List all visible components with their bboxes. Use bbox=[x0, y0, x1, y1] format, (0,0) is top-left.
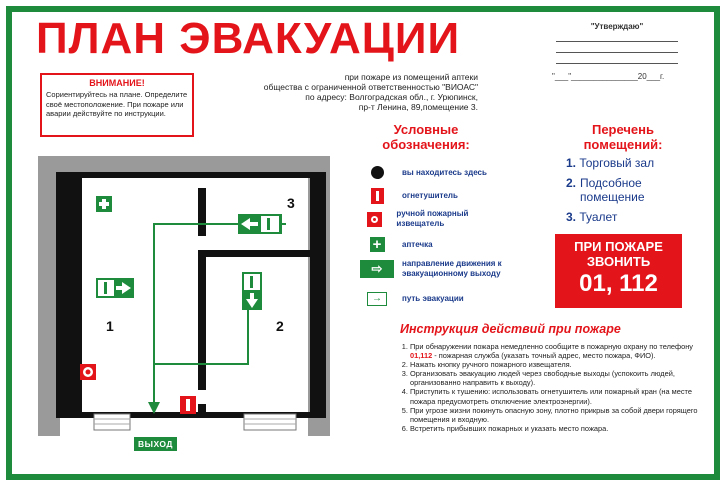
legend-item bbox=[360, 209, 470, 229]
room-item: 2. Подсобное помещение bbox=[566, 175, 645, 204]
fire-alarm-icon bbox=[80, 364, 96, 380]
page-title: ПЛАН ЭВАКУАЦИИ bbox=[36, 14, 461, 63]
partition bbox=[198, 404, 206, 412]
rooms-heading-line: Перечень bbox=[591, 122, 655, 137]
org-line: пр-т Ленина, 89,помещение 3. bbox=[358, 102, 478, 112]
rooms-heading bbox=[558, 122, 688, 152]
signature-line bbox=[556, 42, 678, 53]
warning-heading: ВНИМАНИЕ! bbox=[89, 78, 145, 88]
exit-sign-icon bbox=[242, 272, 262, 310]
instruction-item: 4. Приступить к тушению: использовать огнетушитель или пожарный кран (на месте пожара предусмотреть отключение электроэнергии). bbox=[410, 387, 710, 405]
fire-extinguisher-icon bbox=[371, 188, 384, 204]
legend-label: огнетушитель bbox=[402, 191, 458, 200]
emergency-call-box bbox=[555, 234, 682, 308]
partition bbox=[198, 188, 206, 236]
instruction-item: 3. Организовать эвакуацию людей через свободные выходы (успокоить людей, организованно направить к выходу). bbox=[410, 369, 710, 387]
org-line: при пожаре из помещений аптеки bbox=[344, 72, 478, 82]
door bbox=[94, 414, 130, 430]
first-aid-icon: + bbox=[370, 237, 385, 252]
legend-label: аптечка bbox=[402, 239, 433, 249]
exit-sign-icon bbox=[96, 278, 134, 298]
evacuation-path-icon: → bbox=[367, 292, 387, 306]
phone-number: 01,112 bbox=[410, 351, 433, 361]
legend-heading-line: обозначения: bbox=[382, 137, 470, 152]
approval-block bbox=[552, 22, 682, 81]
legend-label: направление движения к эвакуационному выходу bbox=[402, 259, 502, 278]
legend-item bbox=[360, 166, 487, 179]
window bbox=[244, 414, 296, 430]
partition bbox=[198, 250, 206, 390]
room-item: 3. Туалет bbox=[566, 209, 618, 224]
warning-text: Сориентируйтесь на плане. Определите своё местоположение. При пожаре или аварии действуйте по инструкции. bbox=[46, 90, 188, 118]
exit-sign-icon bbox=[238, 214, 282, 234]
partition bbox=[206, 250, 310, 257]
instruction-item: 2. Нажать кнопку ручного пожарного извещателя. bbox=[410, 360, 710, 369]
legend-label: вы находитесь здесь bbox=[402, 167, 487, 177]
approval-label: "Утверждаю" bbox=[590, 22, 644, 31]
instruction-item: 1. При обнаружении пожара немедленно сообщите в пожарную охрану по телефону 01,112 - пожарная служба (указать точный адрес, место пожара, ФИО). bbox=[410, 342, 710, 360]
org-line: по адресу: Волгоградская обл., г. Урюпинск, bbox=[305, 92, 478, 102]
call-line: ЗВОНИТЬ bbox=[586, 254, 651, 269]
legend-heading bbox=[376, 122, 476, 152]
legend-item bbox=[360, 237, 433, 252]
instruction-item: 5. При угрозе жизни покинуть опасную зону, плотно прикрыв за собой двери горящего помещения и входную. bbox=[410, 406, 710, 424]
organization-info bbox=[226, 72, 478, 112]
fire-extinguisher-icon bbox=[180, 396, 196, 414]
fire-alarm-icon bbox=[367, 212, 382, 227]
wall-right bbox=[310, 172, 326, 417]
room-number-3: 3 bbox=[287, 195, 295, 211]
instruction-item: 6. Встретить прибывших пожарных и указать место пожара. bbox=[410, 424, 710, 433]
legend-label: ручной пожарный извещатель bbox=[396, 209, 469, 228]
legend-item bbox=[360, 188, 458, 204]
exit-direction-icon: ⇨ bbox=[360, 260, 394, 278]
instructions-heading: Инструкция действий при пожаре bbox=[400, 322, 621, 336]
legend-heading-line: Условные bbox=[393, 122, 459, 137]
legend-item bbox=[360, 292, 464, 306]
wall-top bbox=[56, 172, 312, 178]
signature-line bbox=[556, 53, 678, 64]
approval-date: "___"_______________20___г. bbox=[552, 72, 665, 81]
you-are-here-icon bbox=[371, 166, 384, 179]
wall-left bbox=[56, 172, 74, 417]
legend-label: путь эвакуации bbox=[402, 294, 464, 303]
room-number-1: 1 bbox=[106, 318, 114, 334]
org-line: общества с ограниченной ответственностью "ВИОАС" bbox=[263, 82, 478, 92]
instructions-list bbox=[398, 342, 710, 433]
signature-line bbox=[556, 31, 678, 42]
warning-box bbox=[40, 73, 194, 137]
room-item: 1. Торговый зал bbox=[566, 156, 655, 170]
legend-item bbox=[360, 259, 530, 279]
exit-label: ВЫХОД bbox=[134, 437, 177, 451]
rooms-heading-line: помещений: bbox=[583, 137, 663, 152]
rooms-list bbox=[566, 156, 696, 224]
emergency-number: 01, 112 bbox=[579, 270, 658, 297]
call-line: ПРИ ПОЖАРЕ bbox=[574, 239, 663, 254]
room-number-2: 2 bbox=[276, 318, 284, 334]
